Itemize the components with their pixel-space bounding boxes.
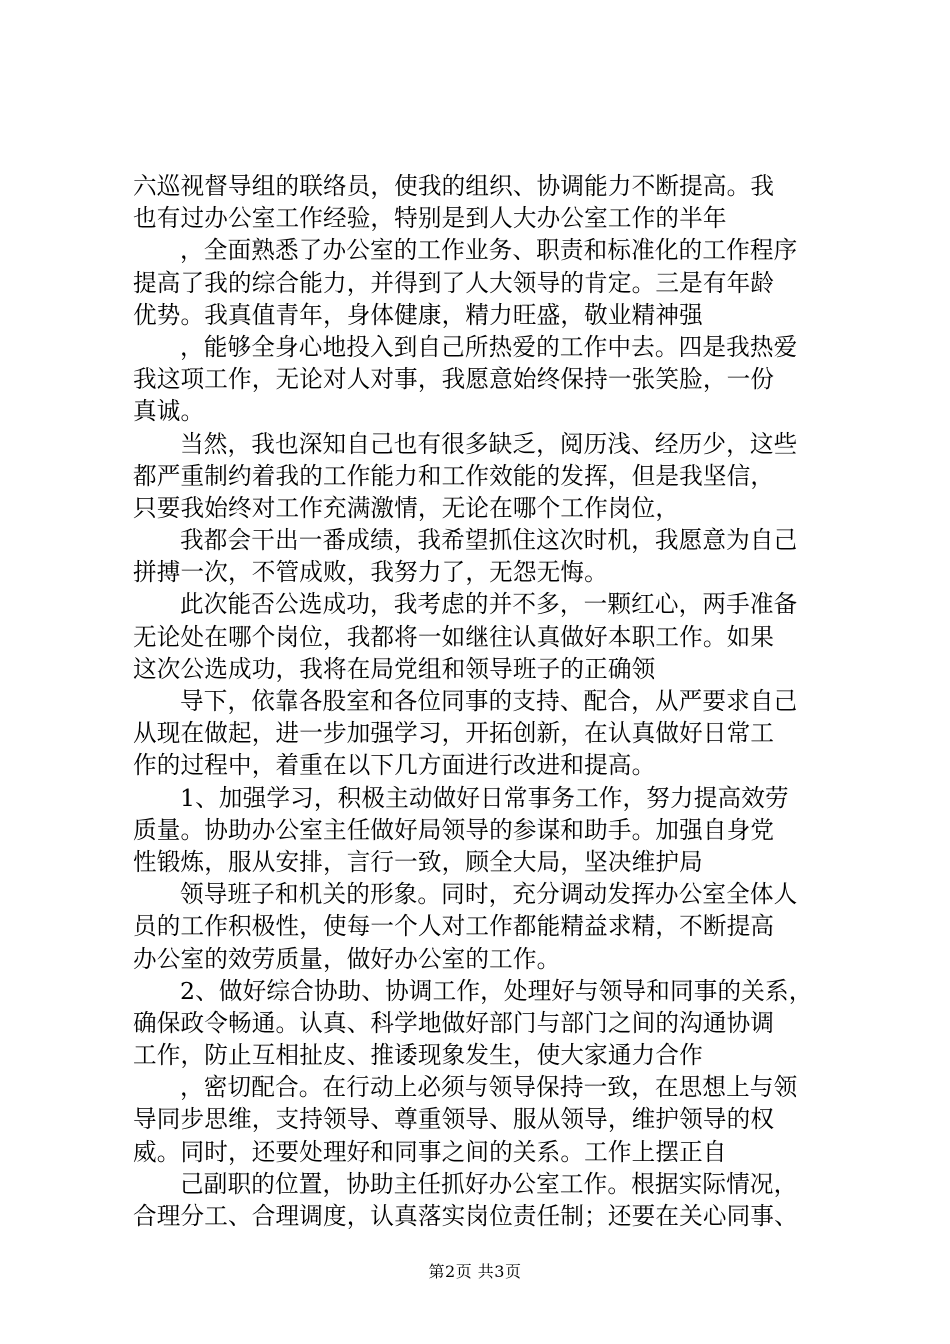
text-line: 我都会干出一番成绩，我希望抓住这次时机，我愿意为自己: [180, 526, 798, 555]
text-line: 拼搏一次，不管成败，我努力了，无怨无悔。: [133, 558, 608, 587]
text-line: 只要我始终对工作充满激情，无论在哪个工作岗位，: [133, 493, 680, 522]
text-line: 六巡视督导组的联络员，使我的组织、协调能力不断提高。我: [133, 172, 775, 200]
text-line: 无论处在哪个岗位，我都将一如继往认真做好本职工作。如果: [133, 622, 775, 651]
text-line: 导同步思维，支持领导、尊重领导、服从领导，维护领导的权: [133, 1105, 775, 1134]
page-number-footer: 第2页 共3页: [428, 1262, 522, 1281]
text-line: 作的过程中，着重在以下几方面进行改进和提高。: [133, 751, 656, 780]
text-line: ，能够全身心地投入到自己所热爱的工作中去。四是我热爱: [180, 332, 798, 361]
text-line: 我这项工作，无论对人对事，我愿意始终保持一张笑脸，一份: [133, 365, 775, 394]
text-line: ，密切配合。在行动上必须与领导保持一致，在思想上与领: [180, 1073, 798, 1102]
text-line: 真诚。: [133, 397, 205, 426]
text-line: ，全面熟悉了办公室的工作业务、职责和标准化的工作程序: [180, 236, 798, 265]
text-line: 当然，我也深知自己也有很多缺乏，阅历浅、经历少，这些: [180, 429, 798, 458]
text-line: 也有过办公室工作经验，特别是到人大办公室工作的半年: [133, 204, 727, 233]
text-line: 工作，防止互相扯皮、推诿现象发生，使大家通力合作: [133, 1041, 703, 1070]
text-line: 质量。协助办公室主任做好局领导的参谋和助手。加强自身党: [133, 815, 775, 844]
text-line: 员的工作积极性，使每一个人对工作都能精益求精，不断提高: [133, 912, 775, 941]
text-line: 己副职的位置，协助主任抓好办公室工作。根据实际情况，: [180, 1169, 798, 1198]
text-line: 这次公选成功，我将在局党组和领导班子的正确领: [133, 654, 656, 683]
text-line: 确保政令畅通。认真、科学地做好部门与部门之间的沟通协调: [133, 1008, 775, 1037]
text-line: 2、做好综合协助、协调工作，处理好与领导和同事的关系，: [180, 976, 813, 1005]
text-line: 提高了我的综合能力，并得到了人大领导的肯定。三是有年龄: [133, 268, 775, 297]
text-line: 1、加强学习，积极主动做好日常事务工作，努力提高效劳: [180, 783, 789, 812]
body-text: [133, 170, 843, 1232]
text-line: 领导班子和机关的形象。同时，充分调动发挥办公室全体人: [180, 880, 798, 909]
text-line: 合理分工、合理调度，认真落实岗位责任制；还要在关心同事、: [133, 1202, 798, 1230]
text-line: 性锻炼，服从安排，言行一致，顾全大局，坚决维护局: [133, 847, 703, 876]
text-line: 从现在做起，进一步加强学习，开拓创新，在认真做好日常工: [133, 719, 775, 748]
text-line: 威。同时，还要处理好和同事之间的关系。工作上摆正自: [133, 1137, 727, 1166]
text-line: 优势。我真值青年，身体健康，精力旺盛，敬业精神强: [133, 300, 703, 329]
text-line: 导下，依靠各股室和各位同事的支持、配合，从严要求自己: [180, 687, 798, 715]
text-line: 都严重制约着我的工作能力和工作效能的发挥，但是我坚信，: [133, 461, 775, 490]
text-line: 办公室的效劳质量，做好办公室的工作。: [133, 944, 561, 973]
text-line: 此次能否公选成功，我考虑的并不多，一颗红心，两手准备: [180, 590, 798, 619]
